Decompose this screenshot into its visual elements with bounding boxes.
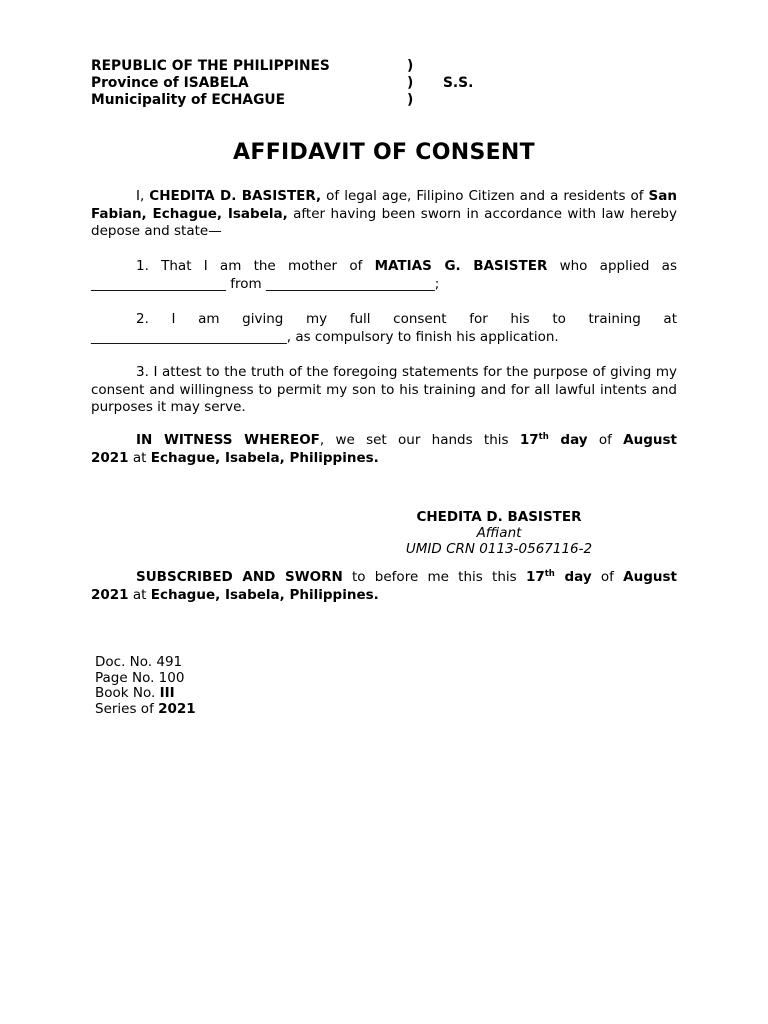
witness-lead: IN WITNESS WHEREOF [136,432,320,448]
book-value: III [159,685,175,701]
statement-1 [91,258,677,293]
venue-caption [91,58,474,109]
signature-block [380,509,618,557]
series-value: 2021 [158,700,196,717]
witness-text: of [587,432,624,448]
witness-text: at [128,449,151,466]
jurat-day: 17 [525,569,545,585]
caption-municipality: Municipality of ECHAGUE [91,92,286,108]
blank-origin: _________________________ [266,275,435,292]
witness-day-word: day [548,432,588,448]
statement-1-text: from [226,275,266,292]
witness-year: 2021 [91,449,129,466]
statement-3-text: 3. I attest to the truth of the foregoing statements for the purpose of giving my consent and willingness to permit my son to his training and for all lawful intents and purposes it may serve. [91,364,677,415]
affiant-address: San Fabian, Echague, Isabela, [91,188,677,222]
witness-text: , we set our hands this [319,432,520,448]
jurat-text: to before me this this [342,569,526,585]
page-number: Page No. 100 [95,669,185,686]
jurat-day-suffix: th [544,569,555,579]
signatory-id: UMID CRN 0113-0567116-2 [405,541,593,557]
intro-text: after having been sworn in accordance with law hereby depose and state— [91,205,677,239]
signatory-name: CHEDITA D. BASISTER [416,509,582,525]
witness-clause [91,432,677,467]
book-number [95,686,196,702]
jurat-place: Echague, Isabela, Philippines. [150,586,379,603]
jurat-text: at [128,586,151,603]
statement-3 [91,364,677,417]
series-label: Series of [95,700,159,717]
caption-paren: ) [407,58,414,74]
jurat-year: 2021 [91,586,129,603]
book-label: Book No. [95,685,160,701]
jurat-lead: SUBSCRIBED AND SWORN [136,569,343,585]
caption-row-province [91,75,474,92]
caption-paren: ) [407,75,414,91]
caption-row-municipality [91,92,414,109]
jurat-day-word: day [554,569,592,585]
son-name: MATIAS G. BASISTER [374,258,548,274]
intro-text: of legal age, Filipino Citizen and a residents of [321,188,649,204]
witness-month: August [623,432,677,448]
blank-training-place: _____________________________ [91,328,287,345]
jurat-month: August [623,569,677,585]
witness-day: 17 [519,432,539,448]
doc-number: Doc. No. 491 [95,654,183,670]
witness-day-suffix: th [538,432,549,442]
statement-2 [91,311,677,346]
statement-1-text: ; [434,275,440,292]
document-title: AFFIDAVIT OF CONSENT [233,140,535,165]
intro-paragraph [91,188,677,241]
statement-2-text: 2. I am giving my full consent for his to training at [136,311,677,327]
signatory-role: Affiant [476,525,522,541]
caption-paren: ) [407,92,414,108]
notarial-register [95,655,196,717]
jurat-text: of [591,569,624,585]
caption-ss: S.S. [443,75,474,91]
statement-1-text: 1. That I am the mother of [136,258,375,274]
intro-text: I, [136,188,150,204]
witness-place: Echague, Isabela, Philippines. [150,449,379,466]
affiant-name: CHEDITA D. BASISTER, [149,188,322,204]
caption-row-republic [91,58,414,75]
statement-1-text: who applied as [547,258,677,274]
caption-republic: REPUBLIC OF THE PHILIPPINES [91,58,330,74]
series-year [95,702,196,718]
caption-province: Province of ISABELA [91,75,249,91]
statement-2-text: , as compulsory to finish his application. [286,328,559,345]
jurat-clause [91,569,677,604]
blank-position: ____________________ [91,275,226,292]
